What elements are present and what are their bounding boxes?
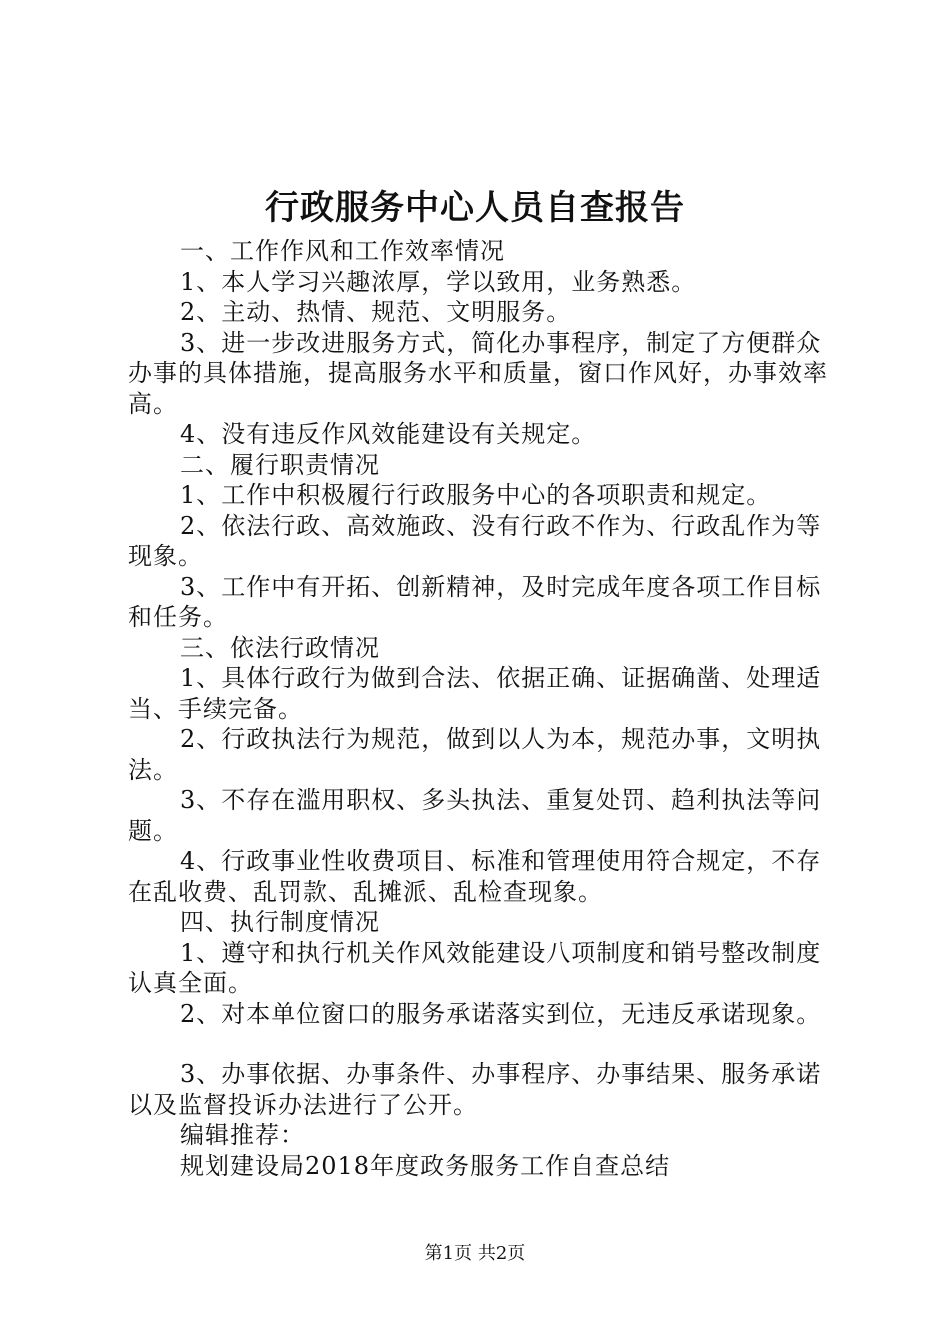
paragraph: 4、没有违反作风效能建设有关规定。 [180,420,597,448]
paragraph: 4、行政事业性收费项目、标准和管理使用符合规定，不存在乱收费、乱罚款、乱摊派、乱检查现象。 [128,847,822,906]
section-heading-4: 四、执行制度情况 [180,908,380,936]
document-body [128,236,832,1181]
paragraph: 1、具体行政行为做到合法、依据正确、证据确凿、处理适当、手续完备。 [128,664,822,723]
page-number: 第1页 共2页 [424,1243,526,1264]
paragraph: 3、不存在滥用职权、多头执法、重复处罚、趋利执法等问题。 [128,786,822,845]
blank-line [128,1029,832,1059]
editor-recommend-label: 编辑推荐： [180,1121,305,1149]
document-title: 行政服务中心人员自查报告 [265,188,685,228]
section-heading-2: 二、履行职责情况 [180,450,380,479]
section-heading-3: 三、依法行政情况 [180,633,380,662]
recommended-article-link[interactable]: 规划建设局2018年度政务服务工作自查总结 [180,1151,671,1180]
section-heading-1: 一、工作作风和工作效率情况 [180,237,505,265]
paragraph: 3、工作中有开拓、创新精神，及时完成年度各项工作目标和任务。 [128,572,822,631]
paragraph: 1、遵守和执行机关作风效能建设八项制度和销号整改制度认真全面。 [128,938,822,997]
paragraph: 1、本人学习兴趣浓厚，学以致用，业务熟悉。 [180,267,697,296]
paragraph: 2、对本单位窗口的服务承诺落实到位，无违反承诺现象。 [180,999,822,1028]
paragraph: 1、工作中积极履行行政服务中心的各项职责和规定。 [180,481,772,509]
paragraph: 2、行政执法行为规范，做到以人为本，规范办事，文明执法。 [128,725,822,784]
paragraph: 3、进一步改进服务方式，简化办事程序，制定了方便群众办事的具体措施，提高服务水平和质量，窗口作风好，办事效率高。 [128,328,828,418]
paragraph: 3、办事依据、办事条件、办事程序、办事结果、服务承诺以及监督投诉办法进行了公开。 [128,1060,822,1119]
paragraph: 2、主动、热情、规范、文明服务。 [180,298,572,326]
paragraph: 2、依法行政、高效施政、没有行政不作为、行政乱作为等现象。 [128,511,822,570]
